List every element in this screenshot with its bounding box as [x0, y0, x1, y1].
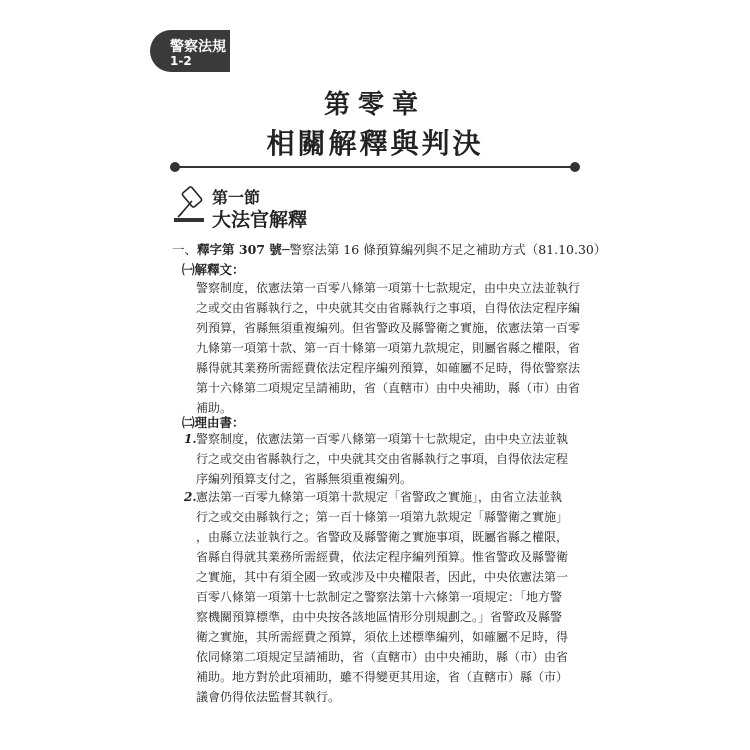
- text-line: 議會仍得依法監督其執行。: [196, 690, 341, 704]
- text-line: 之或交由省縣執行之，中央就其交由省縣執行之事項，自得依法定程序編: [196, 301, 581, 315]
- item-ruling-no: 釋字第 307 號: [197, 242, 282, 257]
- text-line: 之實施，其中有須全國一致或涉及中央權限者，因此，中央依憲法第一: [196, 570, 569, 584]
- text-line: 補助。地方對於此項補助，雖不得變更其用途，省（直轄市）縣（市）: [196, 670, 569, 684]
- chapter-subtitle: 相關解釋與判決: [266, 127, 484, 160]
- reason-point-2: [184, 487, 582, 707]
- reason-point-1: [184, 429, 582, 489]
- item-prefix: 一、: [172, 242, 198, 257]
- gavel-icon: [172, 184, 212, 224]
- running-header-tab: [150, 30, 230, 72]
- text-line: 縣得就其業務所需經費依法定程序編列預算，如確屬不足時，得依警察法: [196, 361, 581, 375]
- text-line: 行之或交由省縣執行之，中央就其交由省縣執行之事項，自得依法定程: [196, 452, 569, 466]
- text-line: 列預算，省縣無須重複編列。但省警政及縣警衛之實施，依憲法第一百零: [196, 321, 581, 335]
- text-line: ，由縣立法並執行之。省警政及縣警衛之實施事項，既屬省縣之權限，: [196, 530, 569, 544]
- item-heading: [172, 240, 606, 258]
- item-topic: ─警察法第 16 條預算編列與不足之補助方式（81.10.30）: [281, 242, 607, 257]
- text-line: 九條第一項第十款、第一百十條第一項第九款規定，則屬省縣之權限，省: [196, 341, 581, 355]
- text-line: 憲法第一百零九條第一項第十款規定「省警政之實施」，由省立法並執: [196, 490, 563, 504]
- chapter-divider: [176, 166, 574, 168]
- text-line: 警察制度，依憲法第一百零八條第一項第十七款規定，由中央立法並執: [196, 432, 569, 446]
- text-line: 補助。: [196, 401, 233, 415]
- book-title: 警察法規: [170, 39, 226, 55]
- text-line: 行之或交由縣執行之；第一百十條第一項第九款規定「縣警衛之實施」: [196, 510, 569, 524]
- text-line: 衛之實施，其所需經費之預算，須依上述標準編列，如確屬不足時，得: [196, 630, 569, 644]
- text-line: 察機關預算標準，由中央按各該地區情形分別規劃之。」省警政及縣警: [196, 610, 563, 624]
- section-number: 第一節: [212, 188, 261, 207]
- text-line: 第十六條第二項規定呈請補助，省（直轄市）由中央補助，縣（市）由省: [196, 381, 581, 395]
- interpretation-paragraph: [196, 278, 582, 418]
- chapter-title: 第零章: [323, 90, 426, 120]
- text-line: 百零八條第一項第十七款制定之警察法第十六條第一項規定：「地方警: [196, 590, 563, 604]
- rule-right-dot: [570, 162, 580, 172]
- text-line: 警察制度，依憲法第一百零八條第一項第十七款規定，由中央立法並執行: [196, 281, 581, 295]
- text-line: 省縣自得就其業務所需經費，依法定程序編列預算。惟省警政及縣警衛: [196, 550, 569, 564]
- page-number: 1-2: [170, 54, 192, 68]
- text-line: 依同條第二項規定呈請補助，省（直轄市）由中央補助，縣（市）由省: [196, 650, 569, 664]
- point-number: 1.: [184, 432, 197, 446]
- text-line: 序編列預算支付之，省縣無須重複編列。: [196, 472, 413, 486]
- point-number: 2.: [184, 490, 197, 504]
- subsection-heading-reasons: ㈡理由書：: [182, 415, 245, 430]
- section-title: 大法官解釋: [212, 209, 308, 231]
- subsection-heading-interpretation: ㈠解釋文：: [182, 262, 245, 277]
